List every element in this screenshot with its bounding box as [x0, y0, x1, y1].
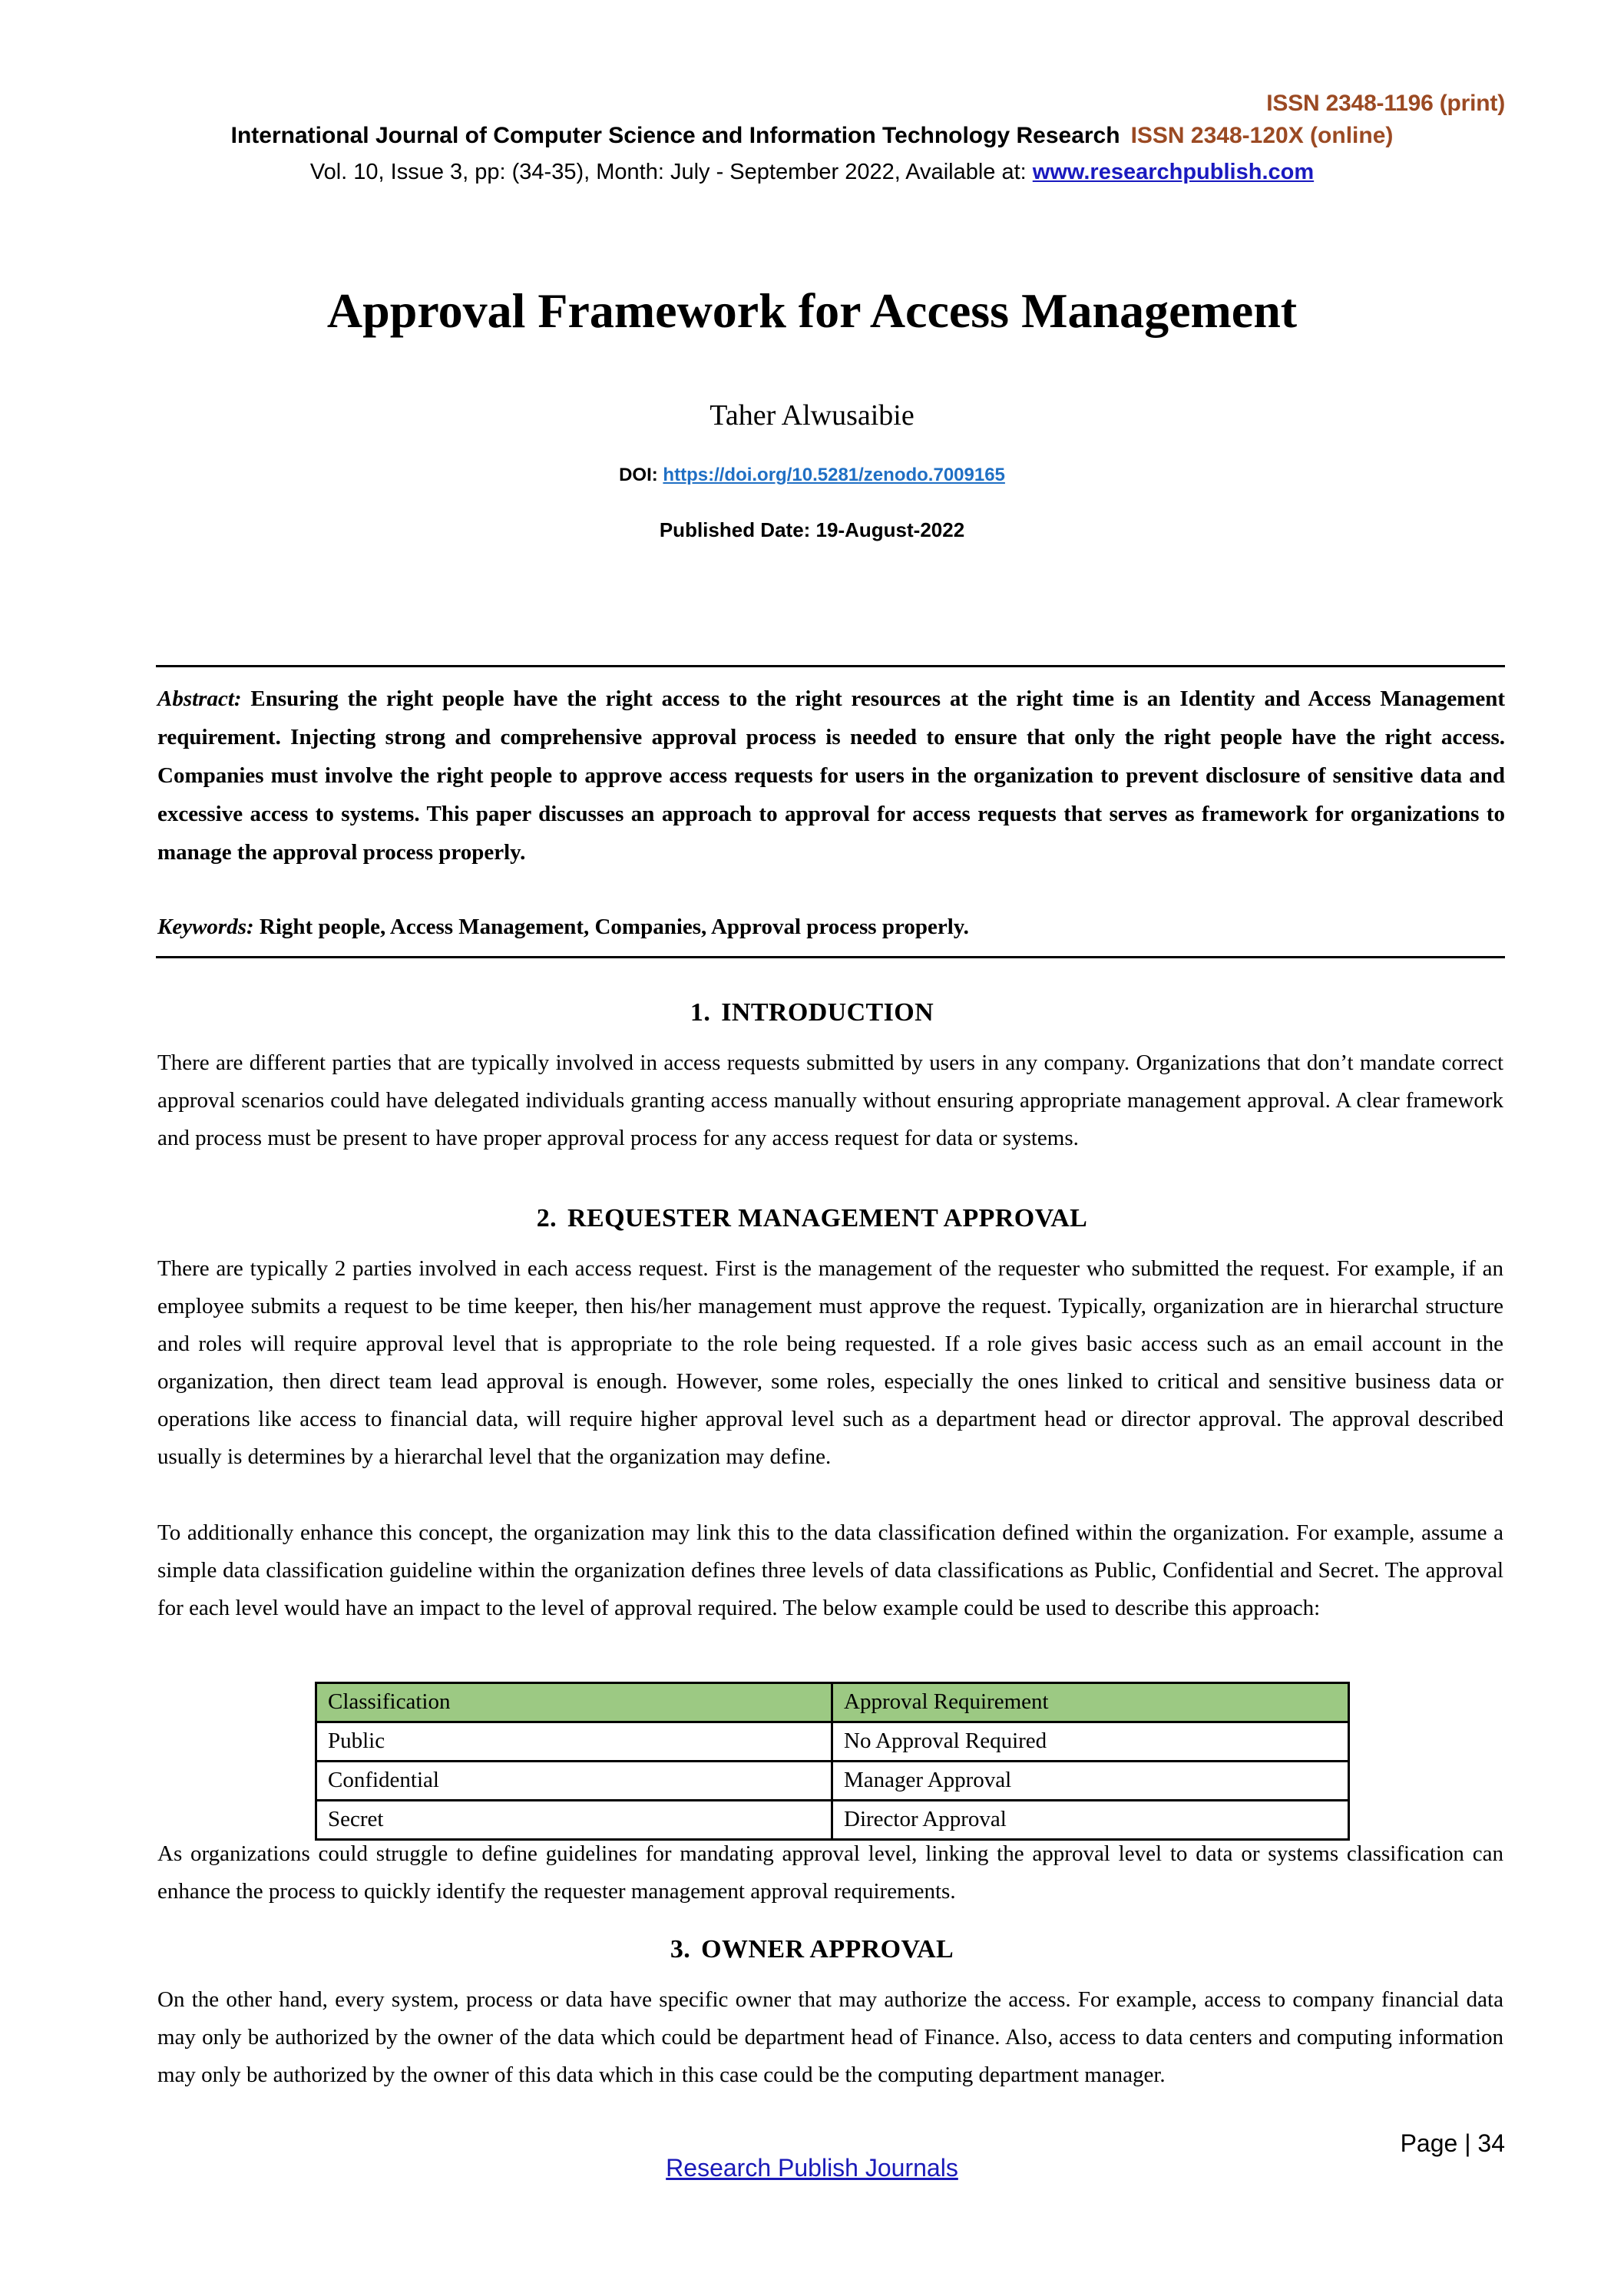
- abstract-text: Ensuring the right people have the right access to the right resources at the right time is an Identity and Access Management requirement. Injecting strong and comprehensive approval process is needed to ensure that only the right people have the right access. Companies must involve the right people to approve access requests for users in the organization to prevent disclosure of sensitive data and excessive access to systems. This paper discusses an approach to approval for access requests that serves as framework for organizations to manage the approval process properly.: [157, 686, 1505, 865]
- issn-print: ISSN 2348-1196 (print): [1266, 91, 1505, 116]
- volume-issue-line: [0, 160, 1624, 185]
- paper-author: Taher Alwusaibie: [709, 399, 915, 432]
- keywords-label: Keywords:: [157, 915, 254, 939]
- table-header-approval-requirement: Approval Requirement: [832, 1683, 1349, 1722]
- table-cell-approval: Director Approval: [832, 1801, 1349, 1840]
- keywords-text: Right people, Access Management, Companies, Approval process properly.: [253, 915, 969, 939]
- doi-label: DOI:: [619, 465, 663, 485]
- publisher-footer-link[interactable]: Research Publish Journals: [666, 2154, 958, 2182]
- section-heading-requester-management-approval: [0, 1204, 1624, 1233]
- journal-website-link[interactable]: www.researchpublish.com: [1032, 160, 1315, 184]
- table-row: [316, 1801, 1349, 1840]
- abstract-label: Abstract:: [157, 686, 242, 711]
- paragraph-sec2-2: To additionally enhance this concept, the organization may link this to the data classification defined within the organization. For example, assume a simple data classification guideline within the organization defines three levels of data classifications as Public, Confidential and Secret. The approval for each level would have an impact to the level of approval required. The below example could be used to describe this approach:: [157, 1520, 1503, 1620]
- classification-approval-table: [315, 1682, 1350, 1841]
- table-header-row: [316, 1683, 1349, 1722]
- table-cell-approval: Manager Approval: [832, 1762, 1349, 1801]
- paragraph-sec3-1: On the other hand, every system, process or data have specific owner that may authorize the access. For example, access to company financial data may only be authorized by the owner of the data which could be department head of Finance. Also, access to data centers and computing information may only be authorized by the owner of this data which in this case could be the computing department manager.: [157, 1987, 1503, 2087]
- section-number-3: 3.: [670, 1935, 691, 1964]
- table-row: [316, 1762, 1349, 1801]
- section-heading-introduction: [0, 998, 1624, 1027]
- section-title-3: OWNER APPROVAL: [701, 1935, 954, 1964]
- paper-title: Approval Framework for Access Management: [326, 283, 1298, 338]
- table-row: [316, 1722, 1349, 1762]
- issn-online: ISSN 2348-120X (online): [1130, 123, 1394, 148]
- table-cell-classification: Secret: [316, 1801, 832, 1840]
- abstract-top-rule: [156, 665, 1505, 667]
- section-heading-owner-approval: [0, 1935, 1624, 1964]
- abstract-bottom-rule: [156, 956, 1505, 958]
- paragraph-sec2-1: There are typically 2 parties involved in each access request. First is the management of the requester who submitted the request. For example, if an employee submits a request to be time keeper, then his/her management must approve the request. Typically, organization are in hierarchal structure and roles will require approval level that is appropriate to the role being requested. If a role gives basic access such as an email account in the organization, then direct team lead approval is enough. However, some roles, especially the ones linked to critical and sensitive business data or operations like access to financial data, will require higher approval level such as a department head or director approval. The approval described usually is determines by a hierarchal level that the organization may define.: [157, 1256, 1503, 1469]
- table-cell-approval: No Approval Required: [832, 1722, 1349, 1762]
- section-title-1: INTRODUCTION: [721, 998, 934, 1027]
- doi-link[interactable]: https://doi.org/10.5281/zenodo.7009165: [663, 465, 1005, 485]
- table-header-classification: Classification: [316, 1683, 832, 1722]
- section-number-2: 2.: [536, 1204, 557, 1232]
- masthead-journal-line: [0, 123, 1624, 149]
- table-cell-classification: Confidential: [316, 1762, 832, 1801]
- volume-issue-text: Vol. 10, Issue 3, pp: (34-35), Month: July - September 2022, Available at:: [309, 160, 1033, 184]
- paragraph-sec2-3: As organizations could struggle to define guidelines for mandating approval level, linking the approval level to data or systems classification can enhance the process to quickly identify the requester management approval requirements.: [157, 1841, 1503, 1904]
- published-date: Published Date: 19-August-2022: [659, 518, 965, 541]
- paragraph-intro-1: There are different parties that are typically involved in access requests submitted by users in any company. Organizations that don’t mandate correct approval scenarios could have delegated individuals granting access manually without ensuring appropriate management approval. A clear framework and process must be present to have proper approval process for any access request for data or systems.: [157, 1050, 1503, 1150]
- section-number-1: 1.: [690, 998, 711, 1027]
- table-cell-classification: Public: [316, 1722, 832, 1762]
- journal-title: International Journal of Computer Science and Information Technology Research: [230, 123, 1120, 148]
- page-number: Page | 34: [1400, 2129, 1505, 2157]
- doi-line: [0, 465, 1624, 486]
- abstract-block: [157, 680, 1505, 872]
- keywords-block: [157, 910, 1505, 944]
- section-title-2: REQUESTER MANAGEMENT APPROVAL: [567, 1204, 1088, 1232]
